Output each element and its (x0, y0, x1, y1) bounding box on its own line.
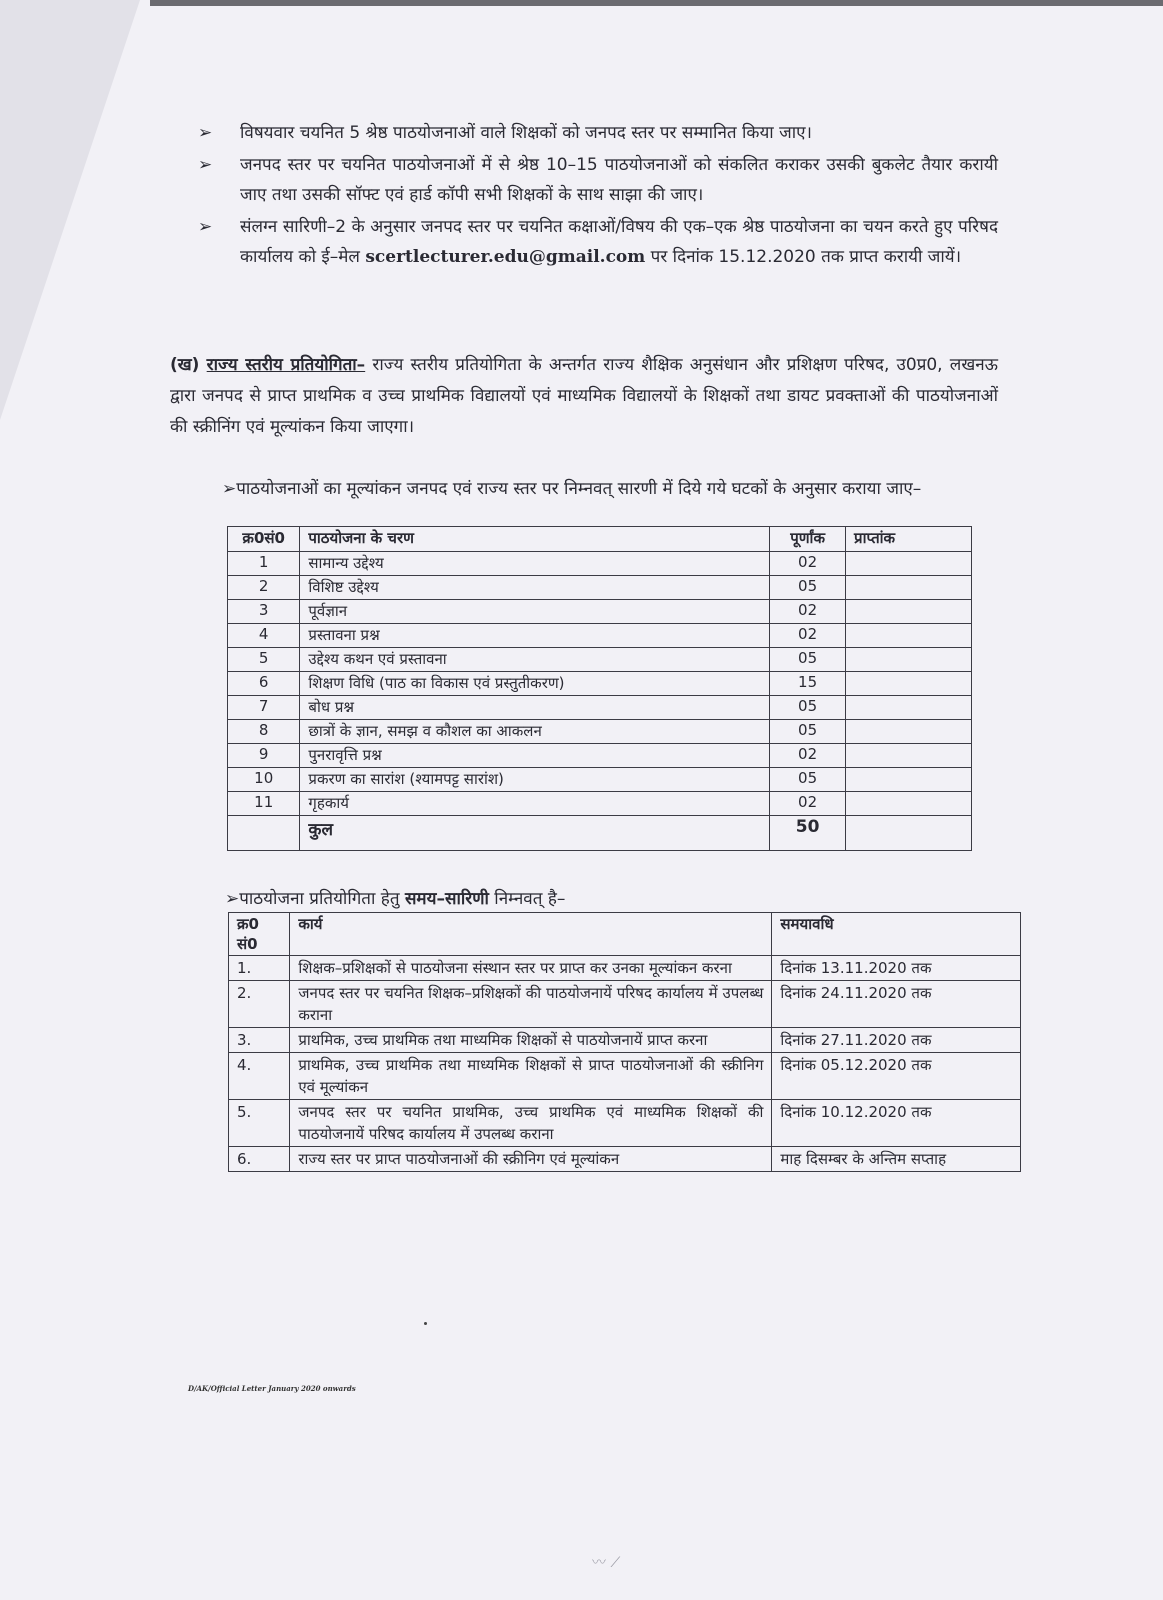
stage-cell: प्रस्तावना प्रश्न (300, 624, 770, 648)
deadline-cell: दिनांक 05.12.2020 तक (772, 1053, 1021, 1100)
table-row (229, 1100, 1021, 1147)
max-marks-cell: 05 (770, 768, 846, 792)
footer-reference: D/AK/Official Letter January 2020 onwards (188, 1384, 356, 1393)
bullet-text: जनपद स्तर पर चयनित पाठयोजनाओं में से श्रेष्ठ 10–15 पाठयोजनाओं को संकलित कराकर उसकी बुकलेट तैयार करायी जाए तथा उसकी सॉफ्ट एवं हार्ड कॉपी सभी शिक्षकों के साथ साझा की जाए। (240, 155, 998, 205)
deadline-cell: दिनांक 10.12.2020 तक (772, 1100, 1021, 1147)
bullet-text: पर दिनांक 15.12.2020 तक प्राप्त करायी जायें। (645, 247, 962, 267)
serial-cell: 10 (228, 768, 300, 792)
table-row (229, 981, 1021, 1028)
arrow-bullet-icon: ➢ (222, 479, 237, 499)
column-header: प्राप्तांक (846, 527, 972, 552)
obtained-marks-cell (846, 720, 972, 744)
bullet-text: विषयवार चयनित 5 श्रेष्ठ पाठयोजनाओं वाले शिक्षकों को जनपद स्तर पर सम्मानित किया जाए। (240, 123, 812, 143)
table-header-row (228, 527, 972, 552)
evaluation-table (227, 526, 972, 851)
obtained-marks-cell (846, 672, 972, 696)
max-marks-cell: 02 (770, 600, 846, 624)
schedule-intro (225, 886, 565, 909)
total-label: कुल (300, 816, 770, 851)
page-fold-shadow (0, 0, 140, 420)
serial-cell: 9 (228, 744, 300, 768)
table-row (229, 1147, 1021, 1172)
serial-cell: 4 (228, 624, 300, 648)
stage-cell: पूर्वज्ञान (300, 600, 770, 624)
state-level-section (170, 350, 998, 443)
intro-text: पाठयोजनाओं का मूल्यांकन जनपद एवं राज्य स्तर पर निम्नवत् सारणी में दिये गये घटकों के अनुसार कराया जाए– (236, 479, 922, 499)
table-row (228, 648, 972, 672)
task-cell: राज्य स्तर पर प्राप्त पाठयोजनाओं की स्क्रीनिग एवं मूल्यांकन (290, 1147, 772, 1172)
column-header: पाठयोजना के चरण (300, 527, 770, 552)
column-header: क्र0 सं0 (229, 913, 290, 956)
max-marks-cell: 02 (770, 552, 846, 576)
column-header: पूर्णांक (770, 527, 846, 552)
section-body: राज्य स्तरीय प्रतियोगिता के अन्तर्गत राज्य शैक्षिक अनुसंधान और प्रशिक्षण परिषद, उ0प्र0, लखनऊ द्वारा जनपद से प्राप्त प्राथमिक व उच्च प्राथमिक विद्यालयों एवं माध्यमिक विद्यालयों के शिक्षकों तथा डायट प्रवक्ताओं की पाठयोजनाओं की स्क्रीनिंग एवं मूल्यांकन किया जाएगा। (170, 355, 999, 437)
max-marks-cell: 05 (770, 576, 846, 600)
intro-bold-text: समय–सारिणी (404, 889, 489, 909)
table-header-row (229, 913, 1021, 956)
total-row (228, 816, 972, 851)
obtained-marks-cell (846, 744, 972, 768)
obtained-marks-cell (846, 648, 972, 672)
obtained-marks-cell (846, 600, 972, 624)
table-row (228, 624, 972, 648)
bullet-text: संलग्न सारिणी–2 के अनुसार जनपद स्तर पर चयनित कक्षाओं/विषय की एक–एक श्रेष्ठ पाठयोजना का चयन करते हुए परिषद कार्यालय को ई–मेल (240, 217, 998, 267)
max-marks-cell: 05 (770, 696, 846, 720)
task-cell: प्राथमिक, उच्च प्राथमिक तथा माध्यमिक शिक्षकों से पाठयोजनायें प्राप्त करना (290, 1028, 772, 1053)
arrow-bullet-icon: ➢ (198, 123, 213, 143)
serial-cell: 1 (228, 552, 300, 576)
obtained-marks-cell (846, 696, 972, 720)
obtained-marks-cell (846, 816, 972, 851)
intro-text: पाठयोजना प्रतियोगिता हेतु (239, 889, 405, 909)
serial-cell: 8 (228, 720, 300, 744)
intro-text: निम्नवत् है– (488, 889, 566, 909)
bullet-list (198, 118, 998, 274)
table-row (228, 552, 972, 576)
table-row (228, 600, 972, 624)
table-row (228, 720, 972, 744)
stray-mark (424, 1322, 427, 1325)
stage-cell: शिक्षण विधि (पाठ का विकास एवं प्रस्तुतीकरण) (300, 672, 770, 696)
serial-cell: 3 (228, 600, 300, 624)
bullet-item (198, 212, 998, 272)
max-marks-cell: 05 (770, 648, 846, 672)
arrow-bullet-icon: ➢ (198, 217, 213, 237)
obtained-marks-cell (846, 576, 972, 600)
obtained-marks-cell (846, 624, 972, 648)
evaluation-intro (222, 476, 1002, 502)
signature-mark: 〰 ⟋ (592, 1555, 621, 1571)
email-address: scertlecturer.edu@gmail.com (365, 247, 646, 267)
table-row (228, 768, 972, 792)
stage-cell: विशिष्ट उद्देश्य (300, 576, 770, 600)
bullet-item (198, 150, 998, 210)
arrow-bullet-icon: ➢ (225, 889, 240, 909)
section-label: (ख) (170, 355, 200, 375)
max-marks-cell: 15 (770, 672, 846, 696)
bullet-item (198, 118, 998, 148)
task-cell: शिक्षक–प्रशिक्षकों से पाठयोजना संस्थान स्तर पर प्राप्त कर उनका मूल्यांकन करना (290, 956, 772, 981)
task-cell: प्राथमिक, उच्च प्राथमिक तथा माध्यमिक शिक्षकों से प्राप्त पाठयोजनाओं की स्क्रीनिग एवं मूल्यांकन (290, 1053, 772, 1100)
table-row (228, 744, 972, 768)
serial-cell: 6. (229, 1147, 290, 1172)
serial-cell: 4. (229, 1053, 290, 1100)
stage-cell: उद्देश्य कथन एवं प्रस्तावना (300, 648, 770, 672)
column-header: समयावधि (772, 913, 1021, 956)
column-header: क्र0सं0 (228, 527, 300, 552)
table-row (228, 696, 972, 720)
task-cell: जनपद स्तर पर चयनित शिक्षक–प्रशिक्षकों की पाठयोजनायें परिषद कार्यालय में उपलब्ध कराना (290, 981, 772, 1028)
deadline-cell: दिनांक 13.11.2020 तक (772, 956, 1021, 981)
table-row (228, 672, 972, 696)
stage-cell: बोध प्रश्न (300, 696, 770, 720)
stage-cell: छात्रों के ज्ञान, समझ व कौशल का आकलन (300, 720, 770, 744)
task-cell: जनपद स्तर पर चयनित प्राथमिक, उच्च प्राथमिक एवं माध्यमिक शिक्षकों की पाठयोजनायें परिषद कार्यालय में उपलब्ध कराना (290, 1100, 772, 1147)
max-marks-cell: 02 (770, 744, 846, 768)
serial-cell: 2 (228, 576, 300, 600)
table-row (228, 792, 972, 816)
table-row (228, 576, 972, 600)
serial-cell: 6 (228, 672, 300, 696)
table-row (229, 956, 1021, 981)
table-row (229, 1028, 1021, 1053)
obtained-marks-cell (846, 768, 972, 792)
schedule-table (228, 912, 1021, 1172)
deadline-cell: माह दिसम्बर के अन्तिम सप्ताह (772, 1147, 1021, 1172)
section-heading: राज्य स्तरीय प्रतियोगिता– (206, 355, 366, 375)
column-header: कार्य (290, 913, 772, 956)
stage-cell: गृहकार्य (300, 792, 770, 816)
serial-cell (228, 816, 300, 851)
arrow-bullet-icon: ➢ (198, 155, 213, 175)
serial-cell: 2. (229, 981, 290, 1028)
scan-edge (150, 0, 1163, 6)
stage-cell: सामान्य उद्देश्य (300, 552, 770, 576)
deadline-cell: दिनांक 24.11.2020 तक (772, 981, 1021, 1028)
obtained-marks-cell (846, 552, 972, 576)
max-marks-cell: 02 (770, 792, 846, 816)
serial-cell: 5. (229, 1100, 290, 1147)
serial-cell: 1. (229, 956, 290, 981)
serial-cell: 5 (228, 648, 300, 672)
obtained-marks-cell (846, 792, 972, 816)
serial-cell: 7 (228, 696, 300, 720)
total-value: 50 (770, 816, 846, 851)
stage-cell: प्रकरण का सारांश (श्यामपट्ट सारांश) (300, 768, 770, 792)
stage-cell: पुनरावृत्ति प्रश्न (300, 744, 770, 768)
table-row (229, 1053, 1021, 1100)
max-marks-cell: 05 (770, 720, 846, 744)
serial-cell: 11 (228, 792, 300, 816)
deadline-cell: दिनांक 27.11.2020 तक (772, 1028, 1021, 1053)
serial-cell: 3. (229, 1028, 290, 1053)
max-marks-cell: 02 (770, 624, 846, 648)
